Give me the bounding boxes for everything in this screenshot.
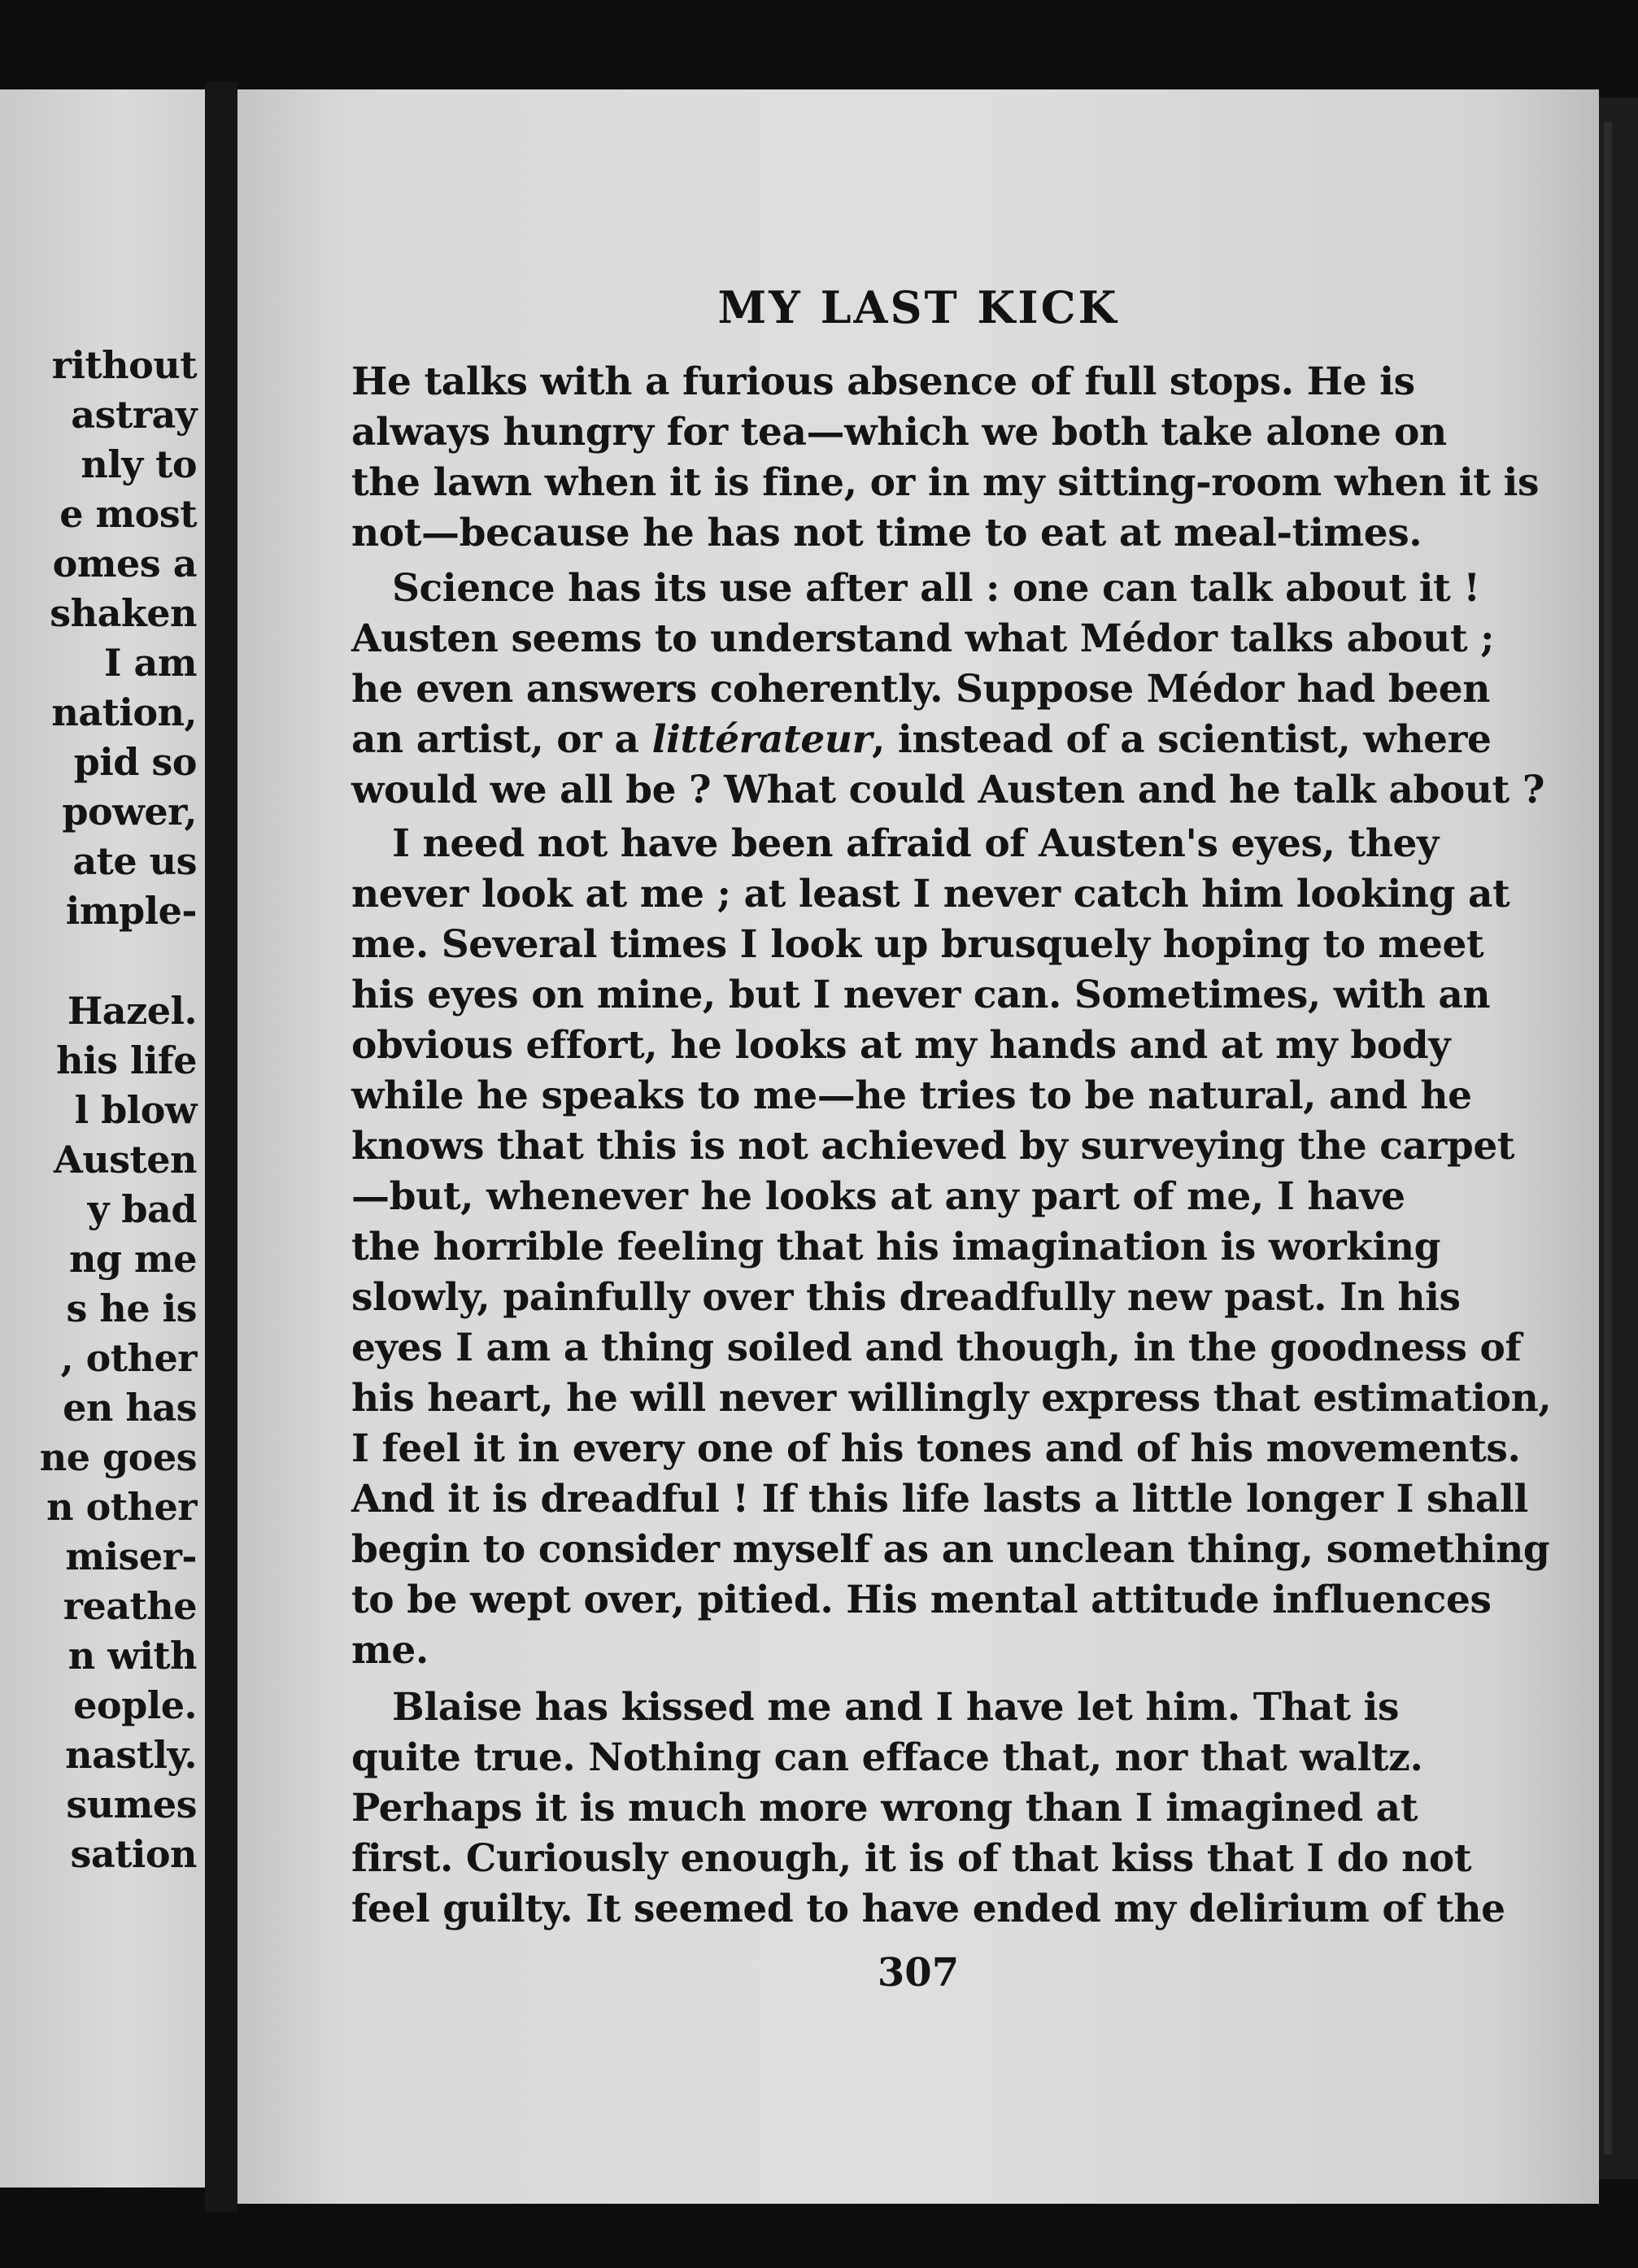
left-page-line: Austen — [54, 1138, 197, 1182]
text-line: never look at me ; at least I never catch him looking at — [351, 872, 1510, 916]
book-gutter — [205, 81, 237, 2212]
text-line: would we all be ? What could Austen and he talk about ? — [351, 768, 1544, 812]
left-page-line: astray — [71, 393, 197, 437]
left-page-line: y bad — [87, 1187, 197, 1231]
text-line: Blaise has kissed me and I have let him. That is — [392, 1685, 1400, 1730]
text-line: his heart, he will never willingly express that estimation, — [351, 1376, 1552, 1421]
text-line: eyes I am a thing soiled and though, in the goodness of — [351, 1326, 1522, 1370]
left-page-line: imple- — [65, 889, 197, 933]
running-head: MY LAST KICK — [717, 281, 1119, 333]
text-run: an artist, or a — [351, 717, 639, 762]
left-page-line: ne goes — [39, 1435, 197, 1479]
text-line: to be wept over, pitied. His mental attitude influences — [351, 1578, 1492, 1622]
left-page-line: en has — [63, 1386, 197, 1430]
text-line: the lawn when it is fine, or in my sitting-room when it is — [351, 460, 1540, 505]
text-line: Austen seems to understand what Médor talks about ; — [351, 616, 1495, 661]
text-run: , instead of a scientist, where — [871, 717, 1492, 762]
text-line: knows that this is not achieved by surveying the carpet — [351, 1124, 1515, 1169]
page-edge-line — [1604, 122, 1612, 2155]
text-line: obvious effort, he looks at my hands and at my body — [351, 1023, 1451, 1068]
text-line: always hungry for tea—which we both take alone on — [351, 410, 1447, 455]
left-page-line: e most — [59, 492, 197, 536]
left-page-line: nastly. — [65, 1733, 197, 1777]
left-page-line: nation, — [51, 690, 197, 734]
text-line: feel guilty. It seemed to have ended my delirium of the — [351, 1887, 1505, 1931]
left-page-line: n with — [68, 1634, 197, 1678]
left-page-line: reathe — [63, 1584, 197, 1628]
text-line: first. Curiously enough, it is of that kiss that I do not — [351, 1836, 1472, 1881]
left-page-line: sumes — [66, 1783, 197, 1826]
left-page-line: l blow — [74, 1088, 197, 1132]
left-page-line: shaken — [50, 591, 197, 635]
text-line: Science has its use after all : one can talk about it ! — [392, 566, 1480, 611]
text-line: He talks with a furious absence of full stops. He is — [351, 359, 1415, 404]
page-number: 307 — [877, 1950, 960, 1996]
left-page-line: miser- — [65, 1534, 197, 1578]
left-page-line: n other — [46, 1485, 197, 1529]
text-line: I feel it in every one of his tones and of his movements. — [351, 1426, 1521, 1471]
left-page-line: nly to — [81, 442, 197, 486]
text-line: quite true. Nothing can efface that, nor that waltz. — [351, 1735, 1423, 1780]
text-line: —but, whenever he looks at any part of me, I have — [351, 1174, 1405, 1219]
text-line: I need not have been afraid of Austen's eyes, they — [392, 821, 1439, 866]
left-page-line: ate us — [72, 839, 197, 883]
text-line: not—because he has not time to eat at meal-times. — [351, 511, 1422, 555]
text-line: Perhaps it is much more wrong than I imagined at — [351, 1786, 1418, 1831]
text-line: slowly, painfully over this dreadfully new past. In his — [351, 1275, 1461, 1320]
left-page-line: rithout — [51, 343, 197, 387]
text-line — [351, 717, 1492, 762]
left-page-line: s he is — [66, 1286, 197, 1330]
left-page-line: ng me — [68, 1237, 197, 1281]
text-line: he even answers coherently. Suppose Médor had been — [351, 667, 1491, 712]
left-page-line: , other — [60, 1336, 197, 1380]
right-page — [237, 89, 1599, 2204]
text-line: while he speaks to me—he tries to be natural, and he — [351, 1073, 1472, 1118]
left-page-line: Hazel. — [67, 989, 197, 1033]
italic-word: littérateur — [651, 717, 872, 762]
text-line: the horrible feeling that his imagination is working — [351, 1225, 1441, 1269]
left-page-line: his life — [56, 1038, 197, 1082]
text-line: me. Several times I look up brusquely hoping to meet — [351, 922, 1484, 967]
text-line: And it is dreadful ! If this life lasts a little longer I shall — [351, 1477, 1528, 1521]
left-page-line: I am — [103, 641, 197, 685]
left-page-line: omes a — [52, 542, 197, 586]
text-line: begin to consider myself as an unclean thing, something — [351, 1527, 1550, 1572]
left-page-line: pid so — [73, 740, 197, 784]
left-page-line: sation — [70, 1832, 197, 1876]
text-line: his eyes on mine, but I never can. Sometimes, with an — [351, 973, 1491, 1017]
left-page — [0, 89, 205, 2187]
text-line: me. — [351, 1628, 429, 1673]
left-page-line: power, — [62, 790, 197, 834]
left-page-line: eople. — [73, 1683, 197, 1727]
